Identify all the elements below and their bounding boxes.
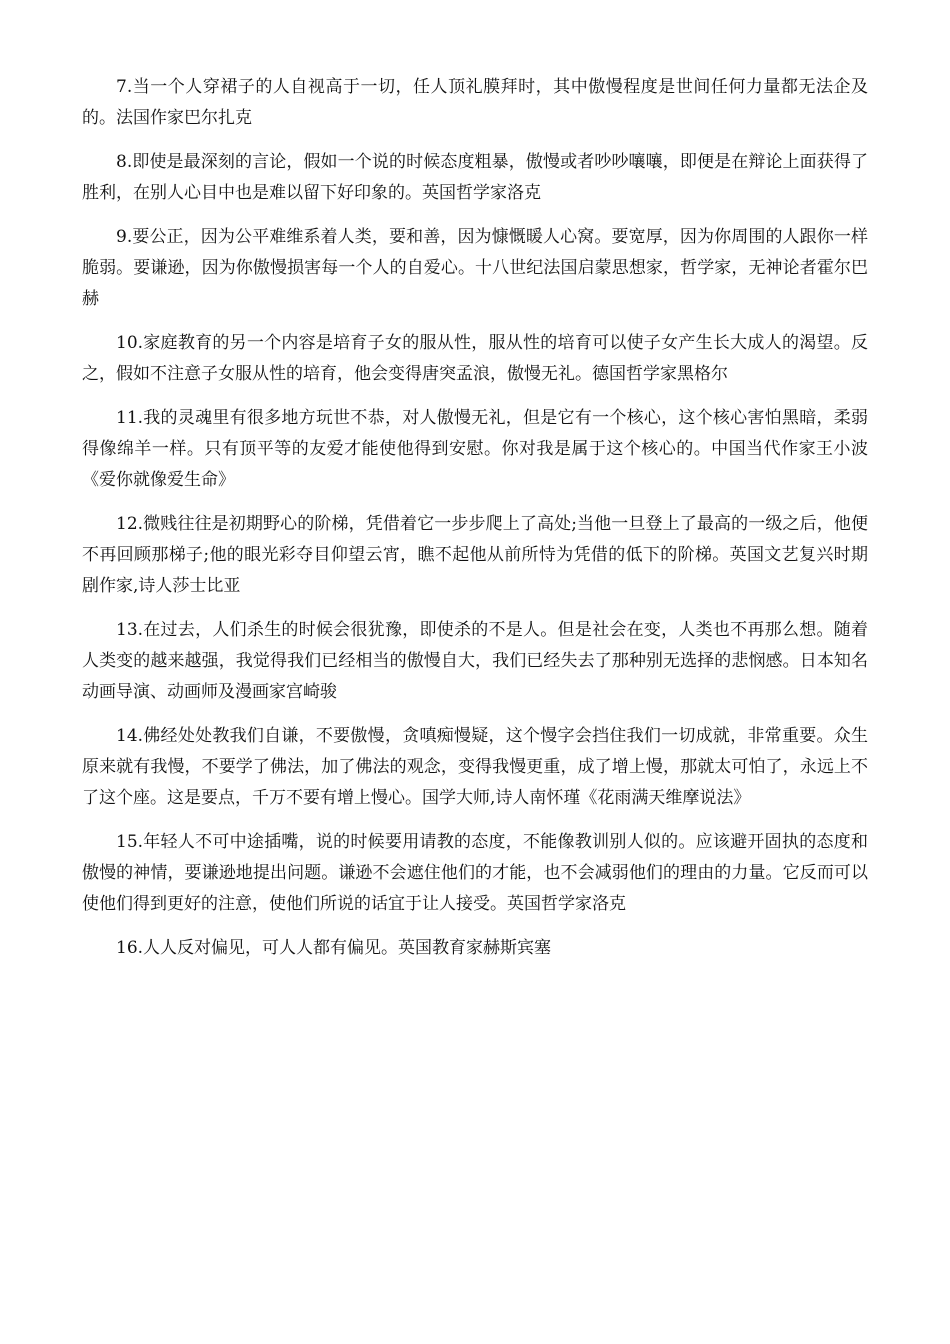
quote-paragraph-10: 10.家庭教育的另一个内容是培育子女的服从性，服从性的培育可以使子女产生长大成人的渴望。反之，假如不注意子女服从性的培育，他会变得唐突孟浪，傲慢无礼。德国哲学家黑格尔 xyxy=(82,333,868,384)
quote-paragraph-9: 9.要公正，因为公平难维系着人类，要和善，因为慷慨暖人心窝。要宽厚，因为你周围的人跟你一样脆弱。要谦逊，因为你傲慢损害每一个人的自爱心。十八世纪法国启蒙思想家，哲学家，无神论者霍尔巴赫 xyxy=(82,227,868,309)
quote-paragraph-11: 11.我的灵魂里有很多地方玩世不恭，对人傲慢无礼，但是它有一个核心，这个核心害怕黑暗，柔弱得像绵羊一样。只有顶平等的友爱才能使他得到安慰。你对我是属于这个核心的。中国当代作家王小波《爱你就像爱生命》 xyxy=(82,408,868,490)
quote-paragraph-13: 13.在过去，人们杀生的时候会很犹豫，即使杀的不是人。但是社会在变，人类也不再那么想。随着人类变的越来越强，我觉得我们已经相当的傲慢自大，我们已经失去了那种别无选择的悲悯感。日本知名动画导演、动画师及漫画家宫崎骏 xyxy=(82,620,868,702)
document-page xyxy=(82,72,868,977)
quote-paragraph-7: 7.当一个人穿裙子的人自视高于一切，任人顶礼膜拜时，其中傲慢程度是世间任何力量都无法企及的。法国作家巴尔扎克 xyxy=(82,77,868,128)
quote-paragraph-16: 16.人人反对偏见，可人人都有偏见。英国教育家赫斯宾塞 xyxy=(116,938,552,958)
quote-paragraph-15: 15.年轻人不可中途插嘴，说的时候要用请教的态度，不能像教训别人似的。应该避开固执的态度和傲慢的神情，要谦逊地提出问题。谦逊不会遮住他们的才能，也不会减弱他们的理由的力量。它反而可以使他们得到更好的注意，使他们所说的话宜于让人接受。英国哲学家洛克 xyxy=(82,832,868,914)
quote-paragraph-14: 14.佛经处处教我们自谦，不要傲慢，贪嗔痴慢疑，这个慢字会挡住我们一切成就，非常重要。众生原来就有我慢，不要学了佛法，加了佛法的观念，变得我慢更重，成了增上慢，那就太可怕了，永远上不了这个座。这是要点，千万不要有增上慢心。国学大师,诗人南怀瑾《花雨满天维摩说法》 xyxy=(82,726,868,808)
quote-paragraph-12: 12.微贱往往是初期野心的阶梯，凭借着它一步步爬上了高处;当他一旦登上了最高的一级之后，他便不再回顾那梯子;他的眼光彩夺目仰望云宵，瞧不起他从前所恃为凭借的低下的阶梯。英国文艺复兴时期剧作家,诗人莎士比亚 xyxy=(82,514,868,596)
quote-paragraph-8: 8.即使是最深刻的言论，假如一个说的时候态度粗暴，傲慢或者吵吵嚷嚷，即便是在辩论上面获得了胜利，在别人心目中也是难以留下好印象的。英国哲学家洛克 xyxy=(82,152,868,203)
